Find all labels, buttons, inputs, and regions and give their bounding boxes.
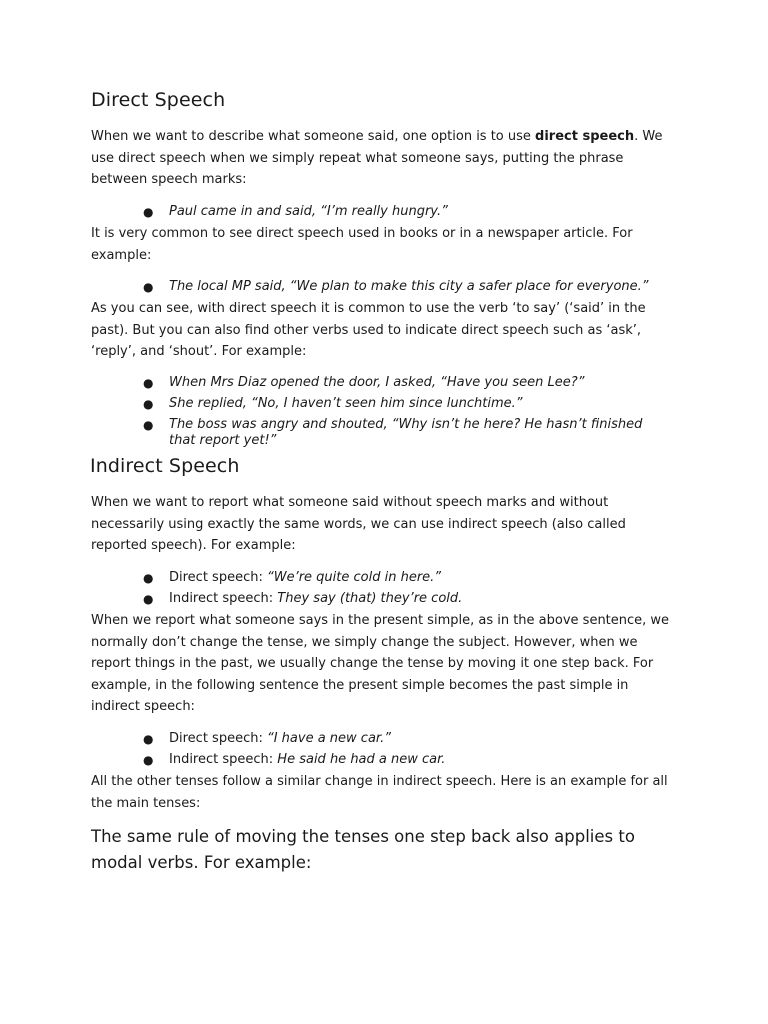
direct-intro-bold: direct speech: [535, 129, 635, 144]
direct-para3-block: [91, 298, 671, 363]
bullet-icon: ●: [143, 592, 154, 606]
direct-speech-heading: Direct Speech: [91, 89, 226, 111]
direct-intro-block: [91, 126, 671, 191]
indirect-para4-block: [91, 824, 671, 876]
list-item: ● When Mrs Diaz opened the door, I asked, “Have you seen Lee?”: [143, 375, 585, 390]
indirect-para4: The same rule of moving the tenses one step back also applies to modal verbs. For example:: [91, 827, 635, 872]
list-item: ● Indirect speech: They say (that) they’re cold.: [143, 591, 463, 606]
bullet-icon: ●: [143, 376, 154, 390]
indirect-para2-block: [91, 610, 671, 718]
bullet-icon: ●: [143, 397, 154, 411]
example-label: Direct speech:: [169, 570, 263, 585]
list-item: ● The boss was angry and shouted, “Why isn’t he here? He hasn’t finished that report yet!”: [143, 417, 643, 448]
indirect-examples2-list: [91, 731, 671, 773]
direct-example2-list: [91, 279, 671, 300]
bullet-icon: ●: [143, 732, 154, 746]
direct-examples3-list: [91, 375, 671, 454]
direct-para3: As you can see, with direct speech it is common to use the verb ‘to say’ (‘said’ in the past). But you can also find other verbs used to indicate direct speech such as ‘ask’, ‘reply’, and ‘shout’. For example:: [91, 301, 646, 359]
bullet-icon: ●: [143, 753, 154, 767]
list-item: ● Paul came in and said, “I’m really hungry.”: [143, 204, 448, 219]
indirect-speech-section: [90, 454, 670, 478]
direct-example1-list: [91, 204, 671, 225]
bullet-icon: ●: [143, 418, 154, 432]
direct-para2: It is very common to see direct speech used in books or in a newspaper article. For example:: [91, 226, 633, 263]
example-label: Indirect speech:: [169, 591, 274, 606]
indirect-para2: When we report what someone says in the present simple, as in the above sentence, we normally don’t change the tense, we simply change the subject. However, when we report things in the past, we usually change the tense by moving it one step back. For example, in the following sentence the present simple becomes the past simple in indirect speech:: [91, 613, 670, 714]
indirect-para3-block: [91, 771, 671, 814]
indirect-intro-paragraph: When we want to report what someone said without speech marks and without necessarily using exactly the same words, we can use indirect speech (also called reported speech). For example:: [91, 495, 626, 553]
bullet-icon: ●: [143, 280, 154, 294]
list-item: ● Direct speech: “I have a new car.”: [143, 731, 391, 746]
direct-para2-block: [91, 223, 671, 266]
example-label: Direct speech:: [169, 731, 263, 746]
bullet-icon: ●: [143, 205, 154, 219]
direct-speech-section: [91, 88, 671, 112]
list-item: ● The local MP said, “We plan to make this city a safer place for everyone.”: [143, 279, 649, 294]
list-item: ● Direct speech: “We’re quite cold in here.”: [143, 570, 442, 585]
indirect-para3: All the other tenses follow a similar change in indirect speech. Here is an example for all the main tenses:: [91, 774, 668, 811]
direct-intro-paragraph: [91, 126, 671, 191]
indirect-speech-heading: Indirect Speech: [90, 455, 240, 477]
list-item: ● She replied, “No, I haven’t seen him since lunchtime.”: [143, 396, 523, 411]
indirect-intro-block: [91, 492, 671, 557]
indirect-examples1-list: [91, 570, 671, 612]
direct-intro-pre: When we want to describe what someone said, one option is to use: [91, 129, 536, 144]
bullet-icon: ●: [143, 571, 154, 585]
example-label: Indirect speech:: [169, 752, 274, 767]
direct-intro-post: . We use direct speech when we simply repeat what someone says, putting the phrase between speech marks:: [91, 129, 663, 187]
list-item: ● Indirect speech: He said he had a new car.: [143, 752, 446, 767]
